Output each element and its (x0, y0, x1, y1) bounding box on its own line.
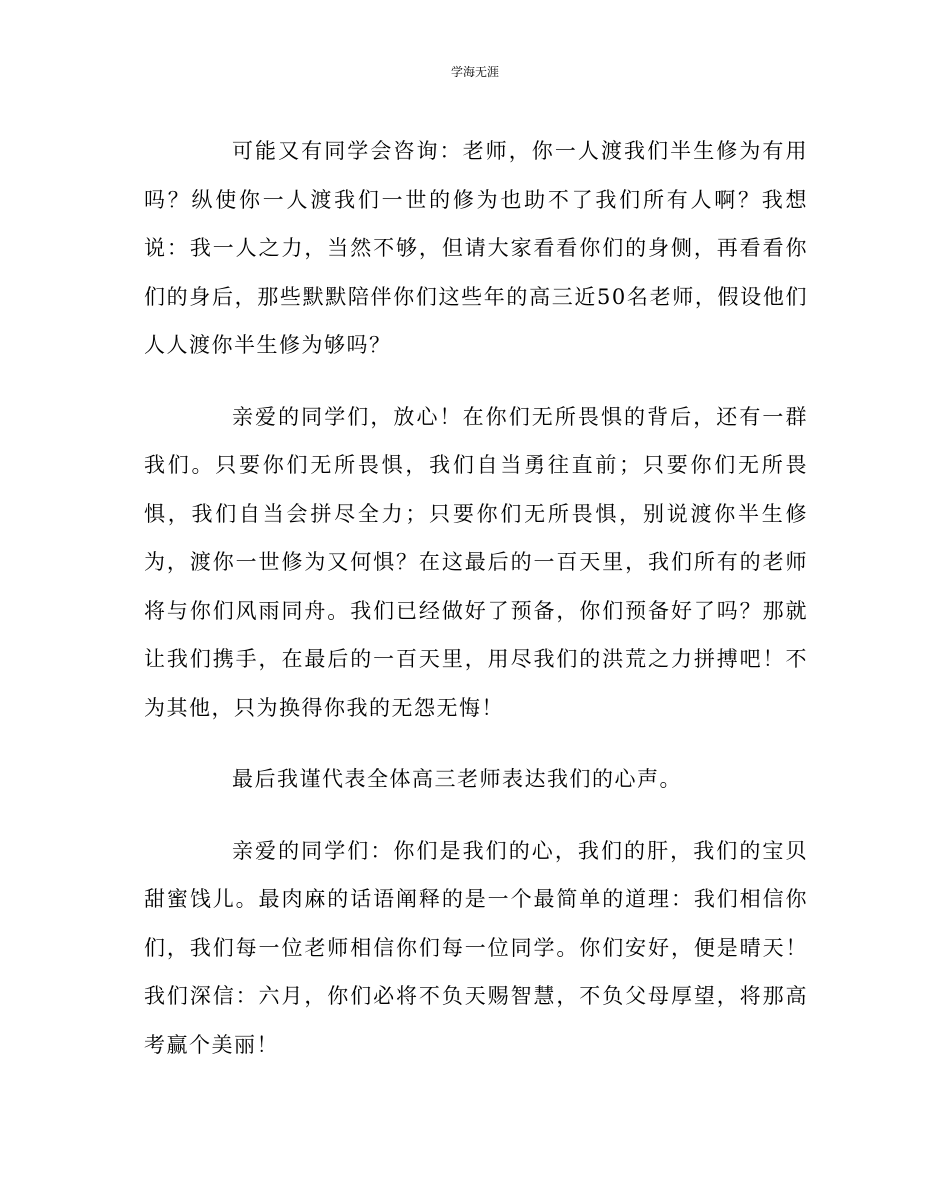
paragraph-2: 亲爱的同学们，放心！在你们无所畏惧的背后，还有一群我们。只要你们无所畏惧，我们自当勇往直前；只要你们无所畏惧，我们自当会拼尽全力；只要你们无所畏惧，别说渡你半生修为，渡你一世修为又何惧？在这最后的一百天里，我们所有的老师将与你们风雨同舟。我们已经做好了预备，你们预备好了吗？那就让我们携手，在最后的一百天里，用尽我们的洪荒之力拼搏吧！不为其他，只为换得你我的无怨无悔！ (144, 404, 808, 720)
document-body (144, 127, 808, 1069)
paragraph-3: 最后我谨代表全体高三老师表达我们的心声。 (232, 767, 682, 791)
paragraph-4: 亲爱的同学们：你们是我们的心，我们的肝，我们的宝贝甜蜜饯儿。最肉麻的话语阐释的是一个最简单的道理：我们相信你们，我们每一位老师相信你们每一位同学。你们安好，便是晴天！我们深信：六月，你们必将不负天赐智慧，不负父母厚望，将那高考赢个美丽！ (144, 838, 808, 1057)
paragraph-1: 可能又有同学会咨询：老师，你一人渡我们半生修为有用吗？纵使你一人渡我们一世的修为也助不了我们所有人啊？我想说：我一人之力，当然不够，但请大家看看你们的身侧，再看看你们的身后，那些默默陪伴你们这些年的高三近50名老师，假设他们人人渡你半生修为够吗？ (144, 139, 808, 357)
page-header-title: 学海无涯 (450, 65, 499, 79)
